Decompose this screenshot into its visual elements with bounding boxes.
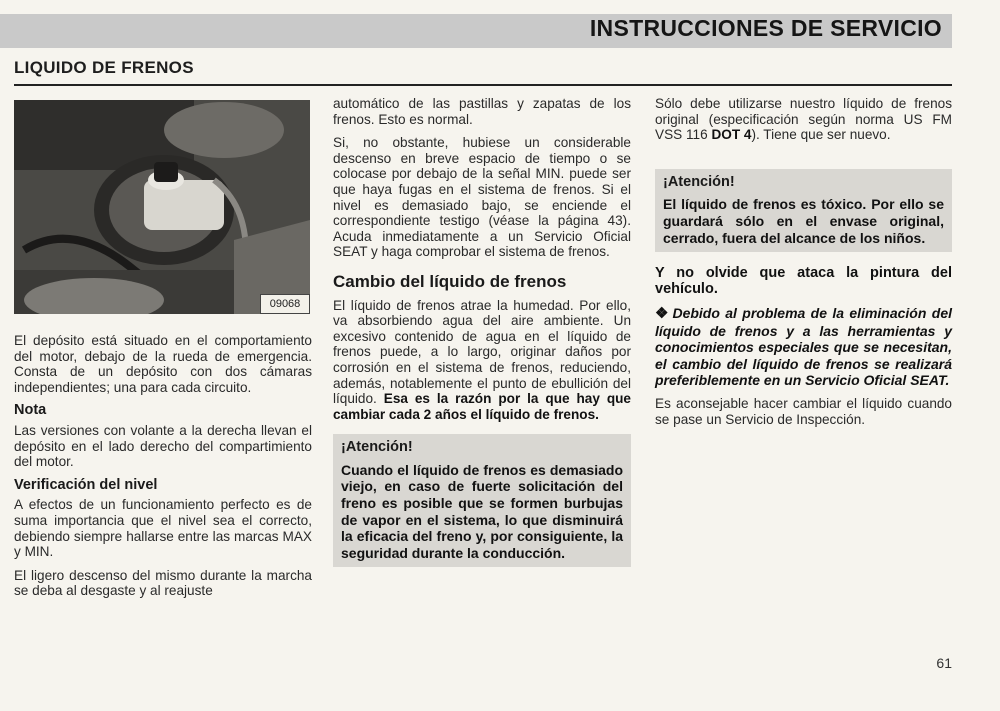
engine-illustration — [14, 100, 310, 314]
final-paragraph: Es aconsejable hacer cambiar el líquido cuando se pase un Servicio de Inspección. — [655, 396, 952, 427]
photo-code-label: 09068 — [260, 294, 310, 314]
eco-note-text: Debido al problema de la eliminación del líquido de frenos y a las herramientas y conocimientos especiales que se necesitan, el cambio del líquido de frenos se realizará preferiblemente en un Servicio Oficial SEAT. — [655, 305, 952, 388]
col3-paragraph-1 — [655, 96, 952, 143]
section-divider — [14, 84, 952, 86]
diamond-dots-icon: ❖ — [655, 305, 669, 323]
intro-paragraph: El depósito está situado en el comportamiento del motor, debajo de la rueda de emergencia. Consta de un depósito con dos cámaras independientes; una para cada circuito. — [14, 333, 312, 395]
nota-paragraph: Las versiones con volante a la derecha llevan el depósito en el lado derecho del compartimiento del motor. — [14, 422, 312, 470]
cambio-bold-text: Esa es la razón por la que hay que cambiar cada 2 años el líquido de frenos. — [333, 391, 631, 422]
engine-photo — [14, 100, 310, 314]
warning-box-col2 — [333, 434, 631, 567]
col2-paragraph-1: automático de las pastillas y zapatas de los frenos. Esto es normal. — [333, 96, 631, 127]
warning-text-col3: El líquido de frenos es tóxico. Por ello se guardará sólo en el envase original, cerrado, fuera del alcance de los niños. — [663, 196, 944, 246]
warning-text-col2: Cuando el líquido de frenos es demasiado viejo, en caso de fuerte solicitación del freno es posible que se formen burbujas de vapor en el sistema, lo que disminuirá la eficacia del freno y, por consiguiente, la seguridad durante la conducción. — [341, 461, 623, 561]
verificacion-paragraph-1: A efectos de un funcionamiento perfecto es de suma importancia que el nivel sea el correcto, debiendo siempre hallarse entre las marcas MAX y MIN. — [14, 497, 312, 560]
eco-note-paragraph — [655, 305, 952, 388]
warning-title-col3: ¡Atención! — [663, 173, 735, 190]
warning-title-col2: ¡Atención! — [341, 439, 413, 456]
spec-dot4: DOT 4 — [711, 127, 752, 143]
section-title: LIQUIDO DE FRENOS — [14, 58, 194, 77]
column-3 — [655, 96, 952, 436]
cambio-paragraph — [333, 298, 631, 423]
warning-box-col3 — [655, 169, 952, 252]
column-1 — [14, 333, 312, 607]
paint-warning: Y no olvide que ataca la pintura del vehículo. — [655, 265, 952, 297]
spec-text-post: ). Tiene que ser nuevo. — [751, 127, 891, 143]
col2-paragraph-2: Si, no obstante, hubiese un considerable descenso en breve espacio de tiempo o se colocase por debajo de la señal MIN. puede ser que haya fugas en el sistema de frenos. Si el nivel es demasiado bajo, se enciende el correspondiente testigo (véase la página 43). Acuda inmediatamente a un Servicio Oficial SEAT y haga comprobar el sistema de frenos. — [333, 135, 631, 260]
page-number: 61 — [936, 655, 952, 671]
spec-text-pre: Sólo debe utilizarse nuestro líquido de frenos original (especificación según norma US FM VSS 116 — [655, 96, 952, 143]
cambio-text: El líquido de frenos atrae la humedad. Por ello, va absorbiendo agua del aire ambiente. Un excesivo contenido de agua en el líquido de frenos puede, a lo largo, originar daños por corrosión en el sistema de frenos, reduciendo, además, notablemente el punto de ebullición del líquido. — [333, 297, 631, 407]
nota-heading: Nota — [14, 402, 47, 419]
cambio-heading: Cambio del líquido de frenos — [333, 271, 567, 291]
column-2 — [333, 96, 631, 579]
header-title: INSTRUCCIONES DE SERVICIO — [589, 15, 942, 41]
verificacion-heading: Verificación del nivel — [14, 476, 158, 493]
verificacion-paragraph-2: El ligero descenso del mismo durante la marcha se deba al desgaste y al reajuste — [14, 567, 312, 599]
